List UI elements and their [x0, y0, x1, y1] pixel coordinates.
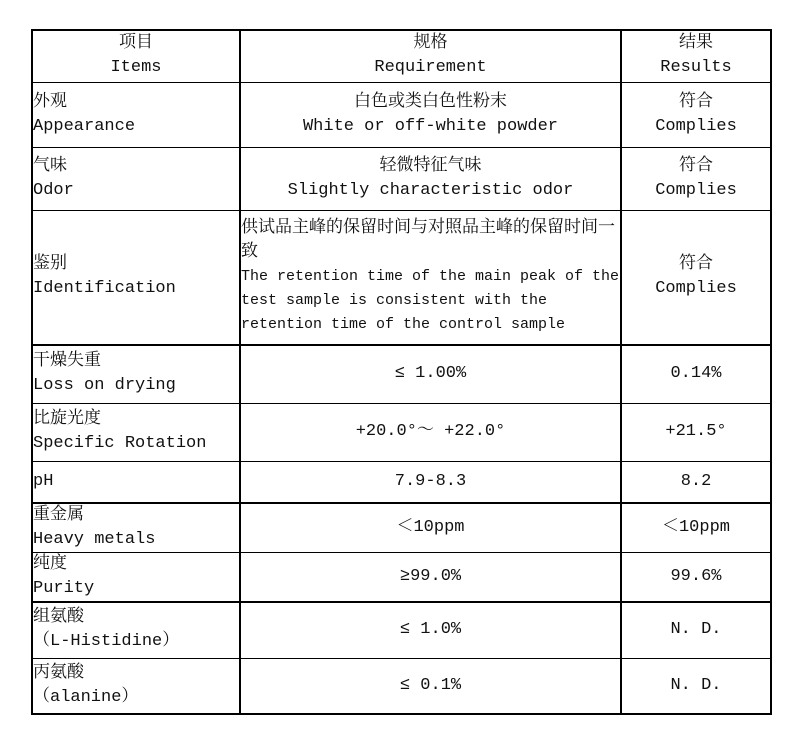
requirement-en: Slightly characteristic odor: [287, 180, 574, 200]
item-zh: 鉴别: [33, 255, 67, 275]
requirement-cell: [240, 403, 621, 461]
table-row-heavy-metals: [32, 503, 771, 553]
requirement-value: ＜10ppm: [396, 518, 465, 537]
result-value: +21.5°: [665, 422, 727, 441]
item-zh: 干燥失重: [33, 352, 101, 372]
item-cell: [32, 658, 240, 714]
item-en: Specific Rotation: [33, 434, 207, 453]
result-cell: [621, 461, 771, 503]
result-cell: [621, 658, 771, 714]
requirement-value: ≤ 1.0%: [399, 620, 462, 640]
requirement-en: White or off-white powder: [302, 116, 559, 136]
item-en: Purity: [33, 579, 95, 598]
requirement-zh: 供试品主峰的保留时间与对照品主峰的保留时间一致: [241, 219, 615, 263]
result-en: Complies: [655, 180, 737, 200]
header-items-en: Items: [110, 58, 162, 78]
item-zh: 比旋光度: [33, 410, 101, 429]
result-zh: 符合: [679, 255, 713, 275]
requirement-cell: [240, 147, 621, 210]
result-value: 99.6%: [670, 567, 722, 586]
item-cell: [32, 503, 240, 553]
item-en: Odor: [33, 180, 74, 200]
table-row-appearance: [32, 82, 771, 147]
result-value: N. D.: [670, 675, 722, 695]
item-cell: [32, 210, 240, 345]
result-en: Complies: [655, 279, 737, 299]
result-value: ＜10ppm: [661, 518, 730, 537]
item-zh: 重金属: [33, 506, 84, 525]
requirement-cell: [240, 82, 621, 147]
header-requirement: [240, 30, 621, 82]
item-en: （L-Histidine）: [33, 632, 180, 652]
item-cell: [32, 345, 240, 403]
result-zh: 符合: [679, 92, 713, 112]
table-row-ph: [32, 461, 771, 503]
result-cell: [621, 503, 771, 553]
header-results: [621, 30, 771, 82]
result-cell: [621, 553, 771, 603]
item-en: Loss on drying: [33, 376, 176, 396]
table-row-l-histidine: [32, 602, 771, 658]
result-cell: [621, 147, 771, 210]
requirement-cell: [240, 503, 621, 553]
table-row-loss-on-drying: [32, 345, 771, 403]
item-zh: 丙氨酸: [33, 663, 84, 683]
spec-table: [31, 29, 772, 715]
requirement-en: The retention time of the main peak of the test sample is consistent with the retention time of the control sample: [241, 268, 620, 334]
result-value: 8.2: [680, 471, 712, 491]
item-en: （alanine）: [33, 687, 139, 707]
item-cell: [32, 602, 240, 658]
requirement-value: 7.9-8.3: [394, 471, 467, 491]
requirement-cell: [240, 553, 621, 603]
requirement-value: ≤ 1.00%: [394, 364, 467, 384]
item-zh: 组氨酸: [33, 608, 84, 628]
header-results-zh: 结果: [679, 34, 713, 54]
item-en: Heavy metals: [33, 530, 156, 549]
item-en: Appearance: [33, 116, 136, 136]
table-row-alanine: [32, 658, 771, 714]
result-zh: 符合: [679, 156, 713, 176]
requirement-value: ≥99.0%: [399, 567, 462, 586]
requirement-value: +20.0°～ +22.0°: [355, 422, 506, 441]
result-cell: [621, 602, 771, 658]
header-row: [32, 30, 771, 82]
requirement-cell: [240, 461, 621, 503]
result-en: Complies: [655, 116, 737, 136]
header-requirement-en: Requirement: [374, 58, 487, 78]
result-cell: [621, 210, 771, 345]
requirement-cell: [240, 210, 621, 345]
result-cell: [621, 82, 771, 147]
result-value: 0.14%: [670, 364, 722, 384]
table-row-purity: [32, 553, 771, 603]
result-cell: [621, 345, 771, 403]
table-row-specific-rotation: [32, 403, 771, 461]
requirement-cell: [240, 602, 621, 658]
item-zh: 外观: [33, 92, 67, 112]
table-row-identification: [32, 210, 771, 345]
requirement-cell: [240, 658, 621, 714]
item-cell: [32, 82, 240, 147]
item-en: Identification: [33, 279, 176, 299]
item-cell: [32, 553, 240, 603]
header-requirement-zh: 规格: [413, 34, 448, 54]
header-items: [32, 30, 240, 82]
item-label: pH: [33, 471, 54, 491]
item-zh: 气味: [33, 156, 67, 176]
result-value: N. D.: [670, 620, 722, 640]
requirement-cell: [240, 345, 621, 403]
header-items-zh: 项目: [119, 34, 153, 54]
item-cell: [32, 403, 240, 461]
header-results-en: Results: [660, 58, 732, 78]
result-cell: [621, 403, 771, 461]
requirement-zh: 轻微特征气味: [379, 156, 482, 176]
requirement-zh: 白色或类白色性粉末: [354, 92, 507, 112]
table-row-odor: [32, 147, 771, 210]
item-cell: [32, 461, 240, 503]
requirement-value: ≤ 0.1%: [399, 675, 462, 695]
item-zh: 纯度: [33, 555, 67, 574]
item-cell: [32, 147, 240, 210]
